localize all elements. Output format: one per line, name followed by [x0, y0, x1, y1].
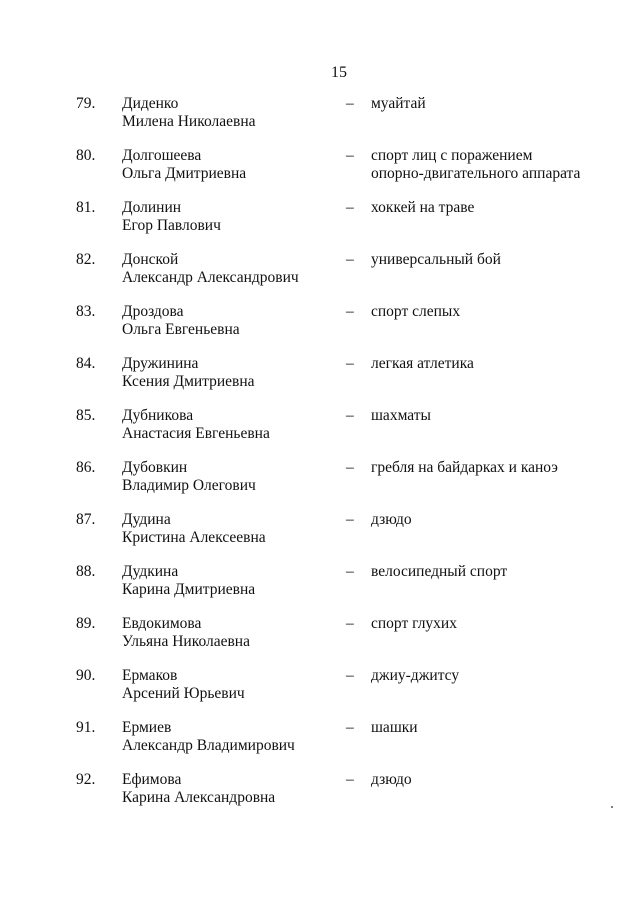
list-item — [0, 251, 640, 303]
entry-name — [122, 95, 256, 131]
entry-number: 87. — [76, 511, 96, 528]
entry-sport — [371, 251, 501, 269]
entry-number: 90. — [76, 667, 96, 684]
list-item — [0, 147, 640, 199]
entry-given-names: Ольга Евгеньевна — [122, 321, 240, 338]
entry-number: 81. — [76, 199, 96, 216]
entry-dash: – — [346, 407, 354, 424]
entry-dash: – — [346, 251, 354, 268]
entry-surname: Дудкина — [122, 563, 179, 580]
entry-dash: – — [346, 719, 354, 736]
entry-name — [122, 615, 250, 651]
list-item — [0, 95, 640, 147]
entry-sport-line: опорно-двигательного аппарата — [371, 165, 581, 182]
entry-surname: Ермаков — [122, 667, 178, 684]
entry-number: 88. — [76, 563, 96, 580]
list-item — [0, 615, 640, 667]
list-item — [0, 355, 640, 407]
entry-sport — [371, 563, 507, 581]
entry-dash: – — [346, 355, 354, 372]
entry-name — [122, 719, 295, 755]
entry-name — [122, 771, 275, 807]
list-item — [0, 459, 640, 511]
entry-given-names: Владимир Олегович — [122, 477, 256, 494]
entry-given-names: Карина Александровна — [122, 789, 276, 806]
entry-sport-line: спорт лиц с поражением — [371, 147, 533, 164]
entry-sport-line: шахматы — [371, 407, 431, 424]
list-item — [0, 303, 640, 355]
entry-number: 84. — [76, 355, 96, 372]
entry-sport-line: шашки — [371, 719, 418, 736]
entry-sport-line: хоккей на траве — [371, 199, 475, 216]
entry-given-names: Анастасия Евгеньевна — [122, 425, 270, 442]
entry-name — [122, 563, 255, 599]
entry-sport-line: дзюдо — [371, 771, 412, 788]
entry-surname: Дубникова — [122, 407, 194, 424]
entry-number: 89. — [76, 615, 96, 632]
entry-sport-line: муайтай — [371, 95, 426, 112]
entry-surname: Долинин — [122, 199, 182, 216]
entry-sport — [371, 667, 459, 685]
entry-dash: – — [346, 667, 354, 684]
entry-given-names: Кристина Алексеевна — [122, 529, 266, 546]
entry-surname: Донской — [122, 251, 179, 268]
entry-number: 92. — [76, 771, 96, 788]
list-item — [0, 199, 640, 251]
entry-given-names: Карина Дмитриевна — [122, 581, 256, 598]
list-item — [0, 511, 640, 563]
entry-sport-line: дзюдо — [371, 511, 412, 528]
entry-sport-line: спорт глухих — [371, 615, 457, 632]
entry-dash: – — [346, 199, 354, 216]
entry-sport — [371, 511, 412, 529]
entry-number: 86. — [76, 459, 96, 476]
entry-sport-line: легкая атлетика — [371, 355, 474, 372]
entry-sport — [371, 459, 558, 477]
entry-given-names: Ульяна Николаевна — [122, 633, 250, 650]
entry-surname: Дубовкин — [122, 459, 188, 476]
entry-dash: – — [346, 459, 354, 476]
entry-number: 82. — [76, 251, 96, 268]
entry-number: 85. — [76, 407, 96, 424]
entry-name — [122, 199, 221, 235]
entry-sport — [371, 199, 474, 217]
list-item — [0, 771, 640, 823]
list-item — [0, 563, 640, 615]
entry-dash: – — [346, 615, 354, 632]
entry-name — [122, 511, 266, 547]
entry-number: 80. — [76, 147, 96, 164]
entry-given-names: Ольга Дмитриевна — [122, 165, 247, 182]
entry-sport-line: джиу-джитсу — [371, 667, 460, 684]
entry-sport — [371, 719, 418, 737]
entry-sport-line: спорт слепых — [371, 303, 461, 320]
entry-sport-line: гребля на байдарках и каноэ — [371, 459, 558, 476]
entry-surname: Евдокимова — [122, 615, 202, 632]
list-item — [0, 407, 640, 459]
entry-sport — [371, 95, 426, 113]
entry-given-names: Ксения Дмитриевна — [122, 373, 255, 390]
entry-surname: Дроздова — [122, 303, 184, 320]
entry-sport-line: универсальный бой — [371, 251, 501, 268]
scan-speck — [611, 806, 613, 808]
entry-name — [122, 355, 255, 391]
entry-name — [122, 303, 240, 339]
entry-name — [122, 667, 245, 703]
entry-given-names: Егор Павлович — [122, 217, 221, 234]
entry-name — [122, 459, 256, 495]
entry-name — [122, 251, 299, 287]
entry-given-names: Александр Александрович — [122, 269, 299, 286]
entry-dash: – — [346, 147, 354, 164]
entry-sport — [371, 615, 457, 633]
page-number: 15 — [331, 64, 347, 81]
entry-sport — [371, 771, 412, 789]
entry-name — [122, 147, 246, 183]
entry-dash: – — [346, 95, 354, 112]
entry-given-names: Милена Николаевна — [122, 113, 256, 130]
list-item — [0, 667, 640, 719]
entry-number: 91. — [76, 719, 96, 736]
entry-number: 79. — [76, 95, 96, 112]
entry-sport — [371, 147, 580, 183]
entry-surname: Диденко — [122, 95, 179, 112]
entry-sport — [371, 407, 431, 425]
entry-sport — [371, 303, 460, 321]
athlete-list — [0, 95, 640, 823]
entry-given-names: Арсений Юрьевич — [122, 685, 245, 702]
entry-surname: Долгошеева — [122, 147, 202, 164]
entry-dash: – — [346, 303, 354, 320]
entry-number: 83. — [76, 303, 96, 320]
entry-dash: – — [346, 511, 354, 528]
list-item — [0, 719, 640, 771]
entry-dash: – — [346, 563, 354, 580]
entry-surname: Дружинина — [122, 355, 199, 372]
entry-surname: Дудина — [122, 511, 171, 528]
entry-sport-line: велосипедный спорт — [371, 563, 508, 580]
entry-surname: Ермиев — [122, 719, 172, 736]
entry-sport — [371, 355, 474, 373]
entry-name — [122, 407, 270, 443]
entry-surname: Ефимова — [122, 771, 182, 788]
entry-dash: – — [346, 771, 354, 788]
entry-given-names: Александр Владимирович — [122, 737, 295, 754]
